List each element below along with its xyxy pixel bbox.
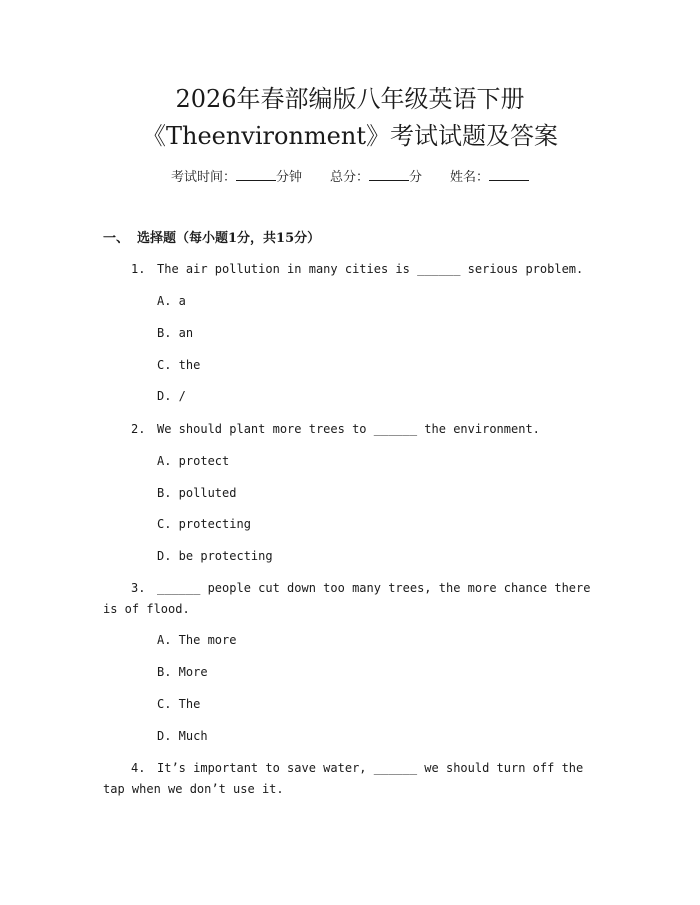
question-number: 4. [131, 761, 146, 775]
exam-time-field [171, 168, 302, 188]
student-name-blank [489, 168, 529, 181]
question-3-option-a: A. The more [157, 633, 237, 647]
total-score-field [330, 168, 422, 188]
question-1-option-a: A. a [157, 294, 186, 308]
question-2-option-b: B. polluted [157, 486, 237, 500]
question-text: We should plant more trees to ______ the environment. [157, 422, 540, 436]
question-1-option-d: D. / [157, 389, 186, 403]
student-name-label: 姓名： [450, 170, 490, 185]
section-number: 一、 [103, 231, 130, 246]
question-2 [103, 419, 595, 440]
exam-time-blank [236, 168, 276, 181]
question-3-option-c: C. The [157, 697, 201, 711]
exam-meta-row [0, 168, 700, 188]
question-number: 1. [131, 262, 146, 276]
exam-time-label: 考试时间： [170, 170, 236, 185]
section-heading [103, 229, 320, 249]
question-1-option-b: B. an [157, 326, 194, 340]
question-3-option-b: B. More [157, 665, 208, 679]
exam-title-line-2: 《Theenvironment》考试试题及答案 [141, 122, 558, 150]
exam-title-line-1: 2026年春部编版八年级英语下册 [175, 85, 525, 113]
question-2-option-a: A. protect [157, 454, 230, 468]
question-3-option-d: D. Much [157, 729, 208, 743]
question-number: 2. [131, 422, 146, 436]
question-4 [103, 758, 595, 800]
student-name-field [450, 168, 529, 188]
question-number: 3. [131, 581, 146, 595]
total-score-label: 总分： [329, 170, 369, 185]
question-1-option-c: C. the [157, 358, 201, 372]
question-text: It’s important to save water, ______ we should turn off the tap when we don’t use it. [103, 761, 584, 796]
section-title: 选择题（每小题1分，共15分） [137, 231, 321, 246]
question-1 [103, 259, 595, 280]
total-score-blank [369, 168, 409, 181]
question-text: ______ people cut down too many trees, the more chance there is of flood. [103, 581, 591, 616]
total-score-unit: 分 [409, 170, 423, 185]
question-3 [103, 578, 595, 620]
question-2-option-c: C. protecting [157, 517, 251, 531]
question-text: The air pollution in many cities is ______ serious problem. [157, 262, 584, 276]
question-2-option-d: D. be protecting [157, 549, 273, 563]
exam-time-unit: 分钟 [275, 170, 302, 185]
